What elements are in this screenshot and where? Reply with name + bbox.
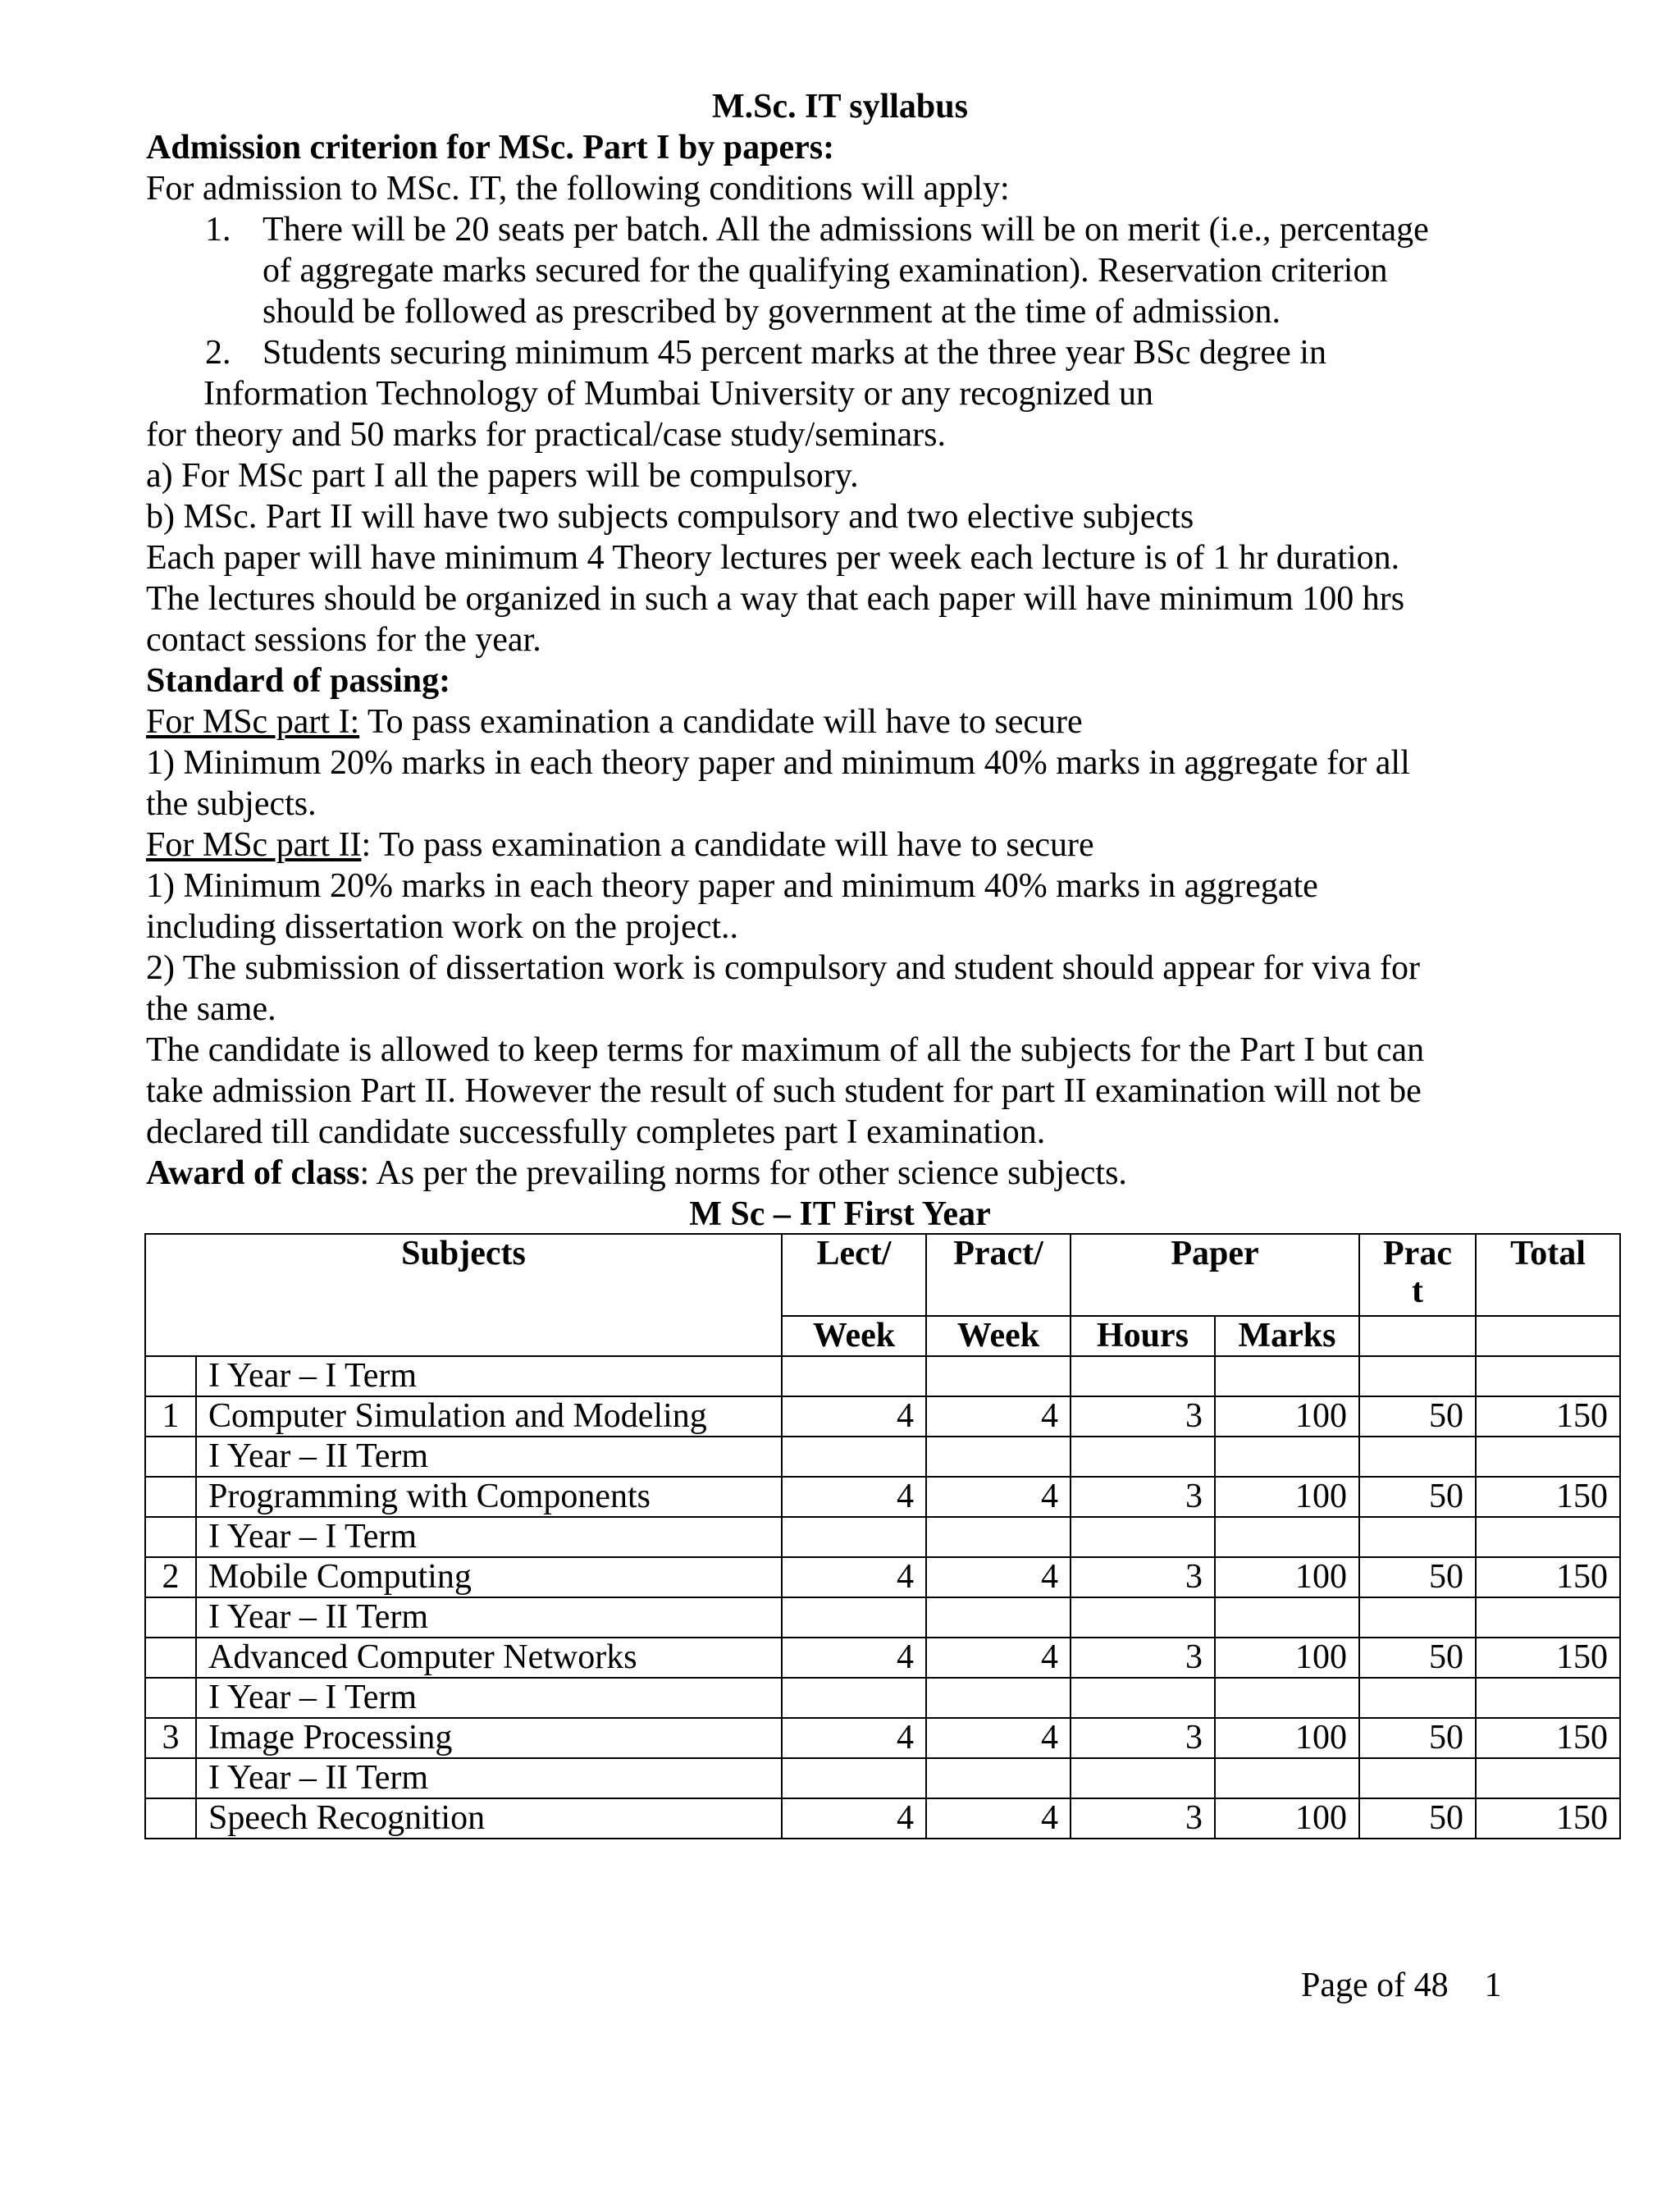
marks-cell: 100 — [1215, 1638, 1359, 1678]
table-row — [145, 1477, 1620, 1517]
pract-cell: 4 — [926, 1718, 1071, 1758]
award-text: : As per the prevailing norms for other science subjects. — [359, 1154, 1127, 1192]
lect-cell: 4 — [782, 1477, 926, 1517]
total-cell — [1476, 1758, 1620, 1798]
marks-cell: 100 — [1215, 1557, 1359, 1597]
marks-cell: 100 — [1215, 1477, 1359, 1517]
list-line: of aggregate marks secured for the qualifying examination). Reservation criterion — [262, 252, 1388, 290]
body-line: declared till candidate successfully completes part I examination. — [146, 1113, 1046, 1151]
prac-cell: 50 — [1359, 1718, 1476, 1758]
row-number — [145, 1678, 196, 1718]
list-number: 1. — [205, 211, 231, 249]
pract-cell — [926, 1597, 1071, 1638]
subject-cell: Speech Recognition — [196, 1798, 782, 1839]
header-marks: Marks — [1215, 1316, 1359, 1356]
hours-cell: 3 — [1071, 1798, 1215, 1839]
lect-cell — [782, 1437, 926, 1477]
prac-cell — [1359, 1356, 1476, 1396]
header-pract: Pract/ — [926, 1234, 1071, 1316]
subject-cell: I Year – I Term — [196, 1517, 782, 1557]
body-line: contact sessions for the year. — [146, 621, 541, 659]
part2-text: : To pass examination a candidate will have to secure — [361, 826, 1094, 864]
row-number — [145, 1477, 196, 1517]
page-label: Page of 48 — [1301, 1967, 1449, 2004]
header-pract-week: Week — [926, 1316, 1071, 1356]
pract-cell — [926, 1437, 1071, 1477]
marks-cell — [1215, 1356, 1359, 1396]
lect-cell: 4 — [782, 1718, 926, 1758]
row-number: 2 — [145, 1557, 196, 1597]
total-cell — [1476, 1517, 1620, 1557]
table-header-row — [145, 1234, 1620, 1316]
table-row — [145, 1798, 1620, 1839]
table-row — [145, 1437, 1620, 1477]
subject-cell: I Year – II Term — [196, 1437, 782, 1477]
body-line: for theory and 50 marks for practical/case study/seminars. — [146, 416, 947, 454]
list-line: There will be 20 seats per batch. All the admissions will be on merit (i.e., percentage — [262, 211, 1429, 249]
header-hours: Hours — [1071, 1316, 1215, 1356]
subject-cell: I Year – I Term — [196, 1678, 782, 1718]
header-prac: Prac t — [1359, 1234, 1476, 1316]
pract-cell: 4 — [926, 1477, 1071, 1517]
row-number: 3 — [145, 1718, 196, 1758]
table-row — [145, 1678, 1620, 1718]
award-line — [146, 1153, 1127, 1194]
prac-cell: 50 — [1359, 1477, 1476, 1517]
page-number: 1 — [1484, 1967, 1502, 2004]
hours-cell: 3 — [1071, 1638, 1215, 1678]
row-number — [145, 1437, 196, 1477]
pract-cell: 4 — [926, 1798, 1071, 1839]
hours-cell — [1071, 1597, 1215, 1638]
prac-cell — [1359, 1597, 1476, 1638]
part2-label: For MSc part II — [146, 826, 362, 864]
subject-cell: Programming with Components — [196, 1477, 782, 1517]
body-line: b) MSc. Part II will have two subjects compulsory and two elective subjects — [146, 498, 1194, 536]
prac-cell — [1359, 1678, 1476, 1718]
subject-cell: Advanced Computer Networks — [196, 1638, 782, 1678]
page-footer — [1301, 1965, 1502, 2006]
table-row — [145, 1517, 1620, 1557]
body-line: including dissertation work on the project.. — [146, 908, 739, 946]
body-line: 1) Minimum 20% marks in each theory paper and minimum 40% marks in aggregate for all — [146, 744, 1410, 782]
body-line: take admission Part II. However the result of such student for part II examination will not be — [146, 1072, 1422, 1110]
marks-cell — [1215, 1678, 1359, 1718]
row-number — [145, 1638, 196, 1678]
list-number: 2. — [205, 334, 231, 372]
part2-line — [146, 825, 1094, 866]
pract-cell — [926, 1678, 1071, 1718]
body-line: Each paper will have minimum 4 Theory lectures per week each lecture is of 1 hr duration. — [146, 539, 1400, 577]
pract-cell — [926, 1356, 1071, 1396]
total-cell — [1476, 1678, 1620, 1718]
pract-cell — [926, 1517, 1071, 1557]
part1-line — [146, 701, 1083, 742]
row-number — [145, 1798, 196, 1839]
prac-cell — [1359, 1437, 1476, 1477]
hours-cell — [1071, 1758, 1215, 1798]
marks-cell — [1215, 1437, 1359, 1477]
hours-cell — [1071, 1437, 1215, 1477]
table-row — [145, 1638, 1620, 1678]
body-line: The lectures should be organized in such a way that each paper will have minimum 100 hrs — [146, 580, 1405, 618]
prac-cell — [1359, 1517, 1476, 1557]
prac-cell: 50 — [1359, 1396, 1476, 1437]
part1-text: To pass examination a candidate will have to secure — [359, 703, 1083, 741]
subject-cell: I Year – II Term — [196, 1758, 782, 1798]
total-cell: 150 — [1476, 1396, 1620, 1437]
hours-cell: 3 — [1071, 1557, 1215, 1597]
pract-cell: 4 — [926, 1396, 1071, 1437]
admission-heading: Admission criterion for MSc. Part I by papers: — [146, 129, 835, 167]
lect-cell — [782, 1597, 926, 1638]
row-number — [145, 1517, 196, 1557]
body-line: the same. — [146, 990, 276, 1028]
part1-label: For MSc part I: — [146, 703, 360, 741]
lect-cell: 4 — [782, 1798, 926, 1839]
list-line: should be followed as prescribed by government at the time of admission. — [262, 293, 1281, 331]
header-lect: Lect/ — [782, 1234, 926, 1316]
lect-cell — [782, 1517, 926, 1557]
lect-cell — [782, 1678, 926, 1718]
hours-cell: 3 — [1071, 1477, 1215, 1517]
total-cell: 150 — [1476, 1718, 1620, 1758]
subject-cell: Image Processing — [196, 1718, 782, 1758]
passing-heading: Standard of passing: — [146, 662, 451, 700]
subject-cell: I Year – II Term — [196, 1597, 782, 1638]
total-cell — [1476, 1597, 1620, 1638]
hours-cell — [1071, 1678, 1215, 1718]
body-line: 2) The submission of dissertation work is compulsory and student should appear for viva for — [146, 949, 1420, 987]
marks-cell: 100 — [1215, 1396, 1359, 1437]
marks-cell — [1215, 1517, 1359, 1557]
table-row — [145, 1557, 1620, 1597]
admission-item-2 — [205, 332, 1534, 373]
page-title: M.Sc. IT syllabus — [712, 88, 968, 126]
row-number — [145, 1356, 196, 1396]
hours-cell: 3 — [1071, 1396, 1215, 1437]
hours-cell: 3 — [1071, 1718, 1215, 1758]
total-cell: 150 — [1476, 1638, 1620, 1678]
row-number: 1 — [145, 1396, 196, 1437]
hours-cell — [1071, 1517, 1215, 1557]
list-line: Students securing minimum 45 percent marks at the three year BSc degree in — [262, 334, 1326, 372]
marks-cell — [1215, 1758, 1359, 1798]
syllabus-table — [144, 1233, 1621, 1839]
table-row — [145, 1356, 1620, 1396]
admission-item-2-continuation: Information Technology of Mumbai University or any recognized un — [203, 375, 1153, 413]
subject-cell: Computer Simulation and Modeling — [196, 1396, 782, 1437]
subject-cell: Mobile Computing — [196, 1557, 782, 1597]
body-line: The candidate is allowed to keep terms for maximum of all the subjects for the Part I but can — [146, 1031, 1425, 1069]
hours-cell — [1071, 1356, 1215, 1396]
table-row — [145, 1718, 1620, 1758]
admission-intro: For admission to MSc. IT, the following conditions will apply: — [146, 170, 1010, 208]
lect-cell — [782, 1758, 926, 1798]
pract-cell: 4 — [926, 1638, 1071, 1678]
marks-cell — [1215, 1597, 1359, 1638]
prac-cell: 50 — [1359, 1798, 1476, 1839]
header-subjects: Subjects — [145, 1234, 782, 1356]
total-cell: 150 — [1476, 1557, 1620, 1597]
marks-cell: 100 — [1215, 1718, 1359, 1758]
prac-cell: 50 — [1359, 1557, 1476, 1597]
admission-item-1 — [205, 209, 1534, 332]
marks-cell: 100 — [1215, 1798, 1359, 1839]
award-label: Award of class — [146, 1154, 360, 1192]
header-paper: Paper — [1071, 1234, 1359, 1316]
row-number — [145, 1758, 196, 1798]
subject-cell: I Year – I Term — [196, 1356, 782, 1396]
body-line: 1) Minimum 20% marks in each theory paper and minimum 40% marks in aggregate — [146, 867, 1318, 905]
table-row — [145, 1597, 1620, 1638]
body-line: a) For MSc part I all the papers will be compulsory. — [146, 457, 859, 495]
total-cell: 150 — [1476, 1477, 1620, 1517]
lect-cell: 4 — [782, 1557, 926, 1597]
table-row — [145, 1396, 1620, 1437]
header-lect-week: Week — [782, 1316, 926, 1356]
total-cell: 150 — [1476, 1798, 1620, 1839]
prac-cell — [1359, 1758, 1476, 1798]
row-number — [145, 1597, 196, 1638]
header-total: Total — [1476, 1234, 1620, 1316]
body-line: the subjects. — [146, 785, 317, 823]
total-cell — [1476, 1356, 1620, 1396]
header-total-empty — [1476, 1316, 1620, 1356]
lect-cell: 4 — [782, 1638, 926, 1678]
table-row — [145, 1758, 1620, 1798]
pract-cell — [926, 1758, 1071, 1798]
total-cell — [1476, 1437, 1620, 1477]
lect-cell — [782, 1356, 926, 1396]
header-prac-empty — [1359, 1316, 1476, 1356]
table-caption: M Sc – IT First Year — [689, 1195, 991, 1233]
prac-cell: 50 — [1359, 1638, 1476, 1678]
pract-cell: 4 — [926, 1557, 1071, 1597]
lect-cell: 4 — [782, 1396, 926, 1437]
